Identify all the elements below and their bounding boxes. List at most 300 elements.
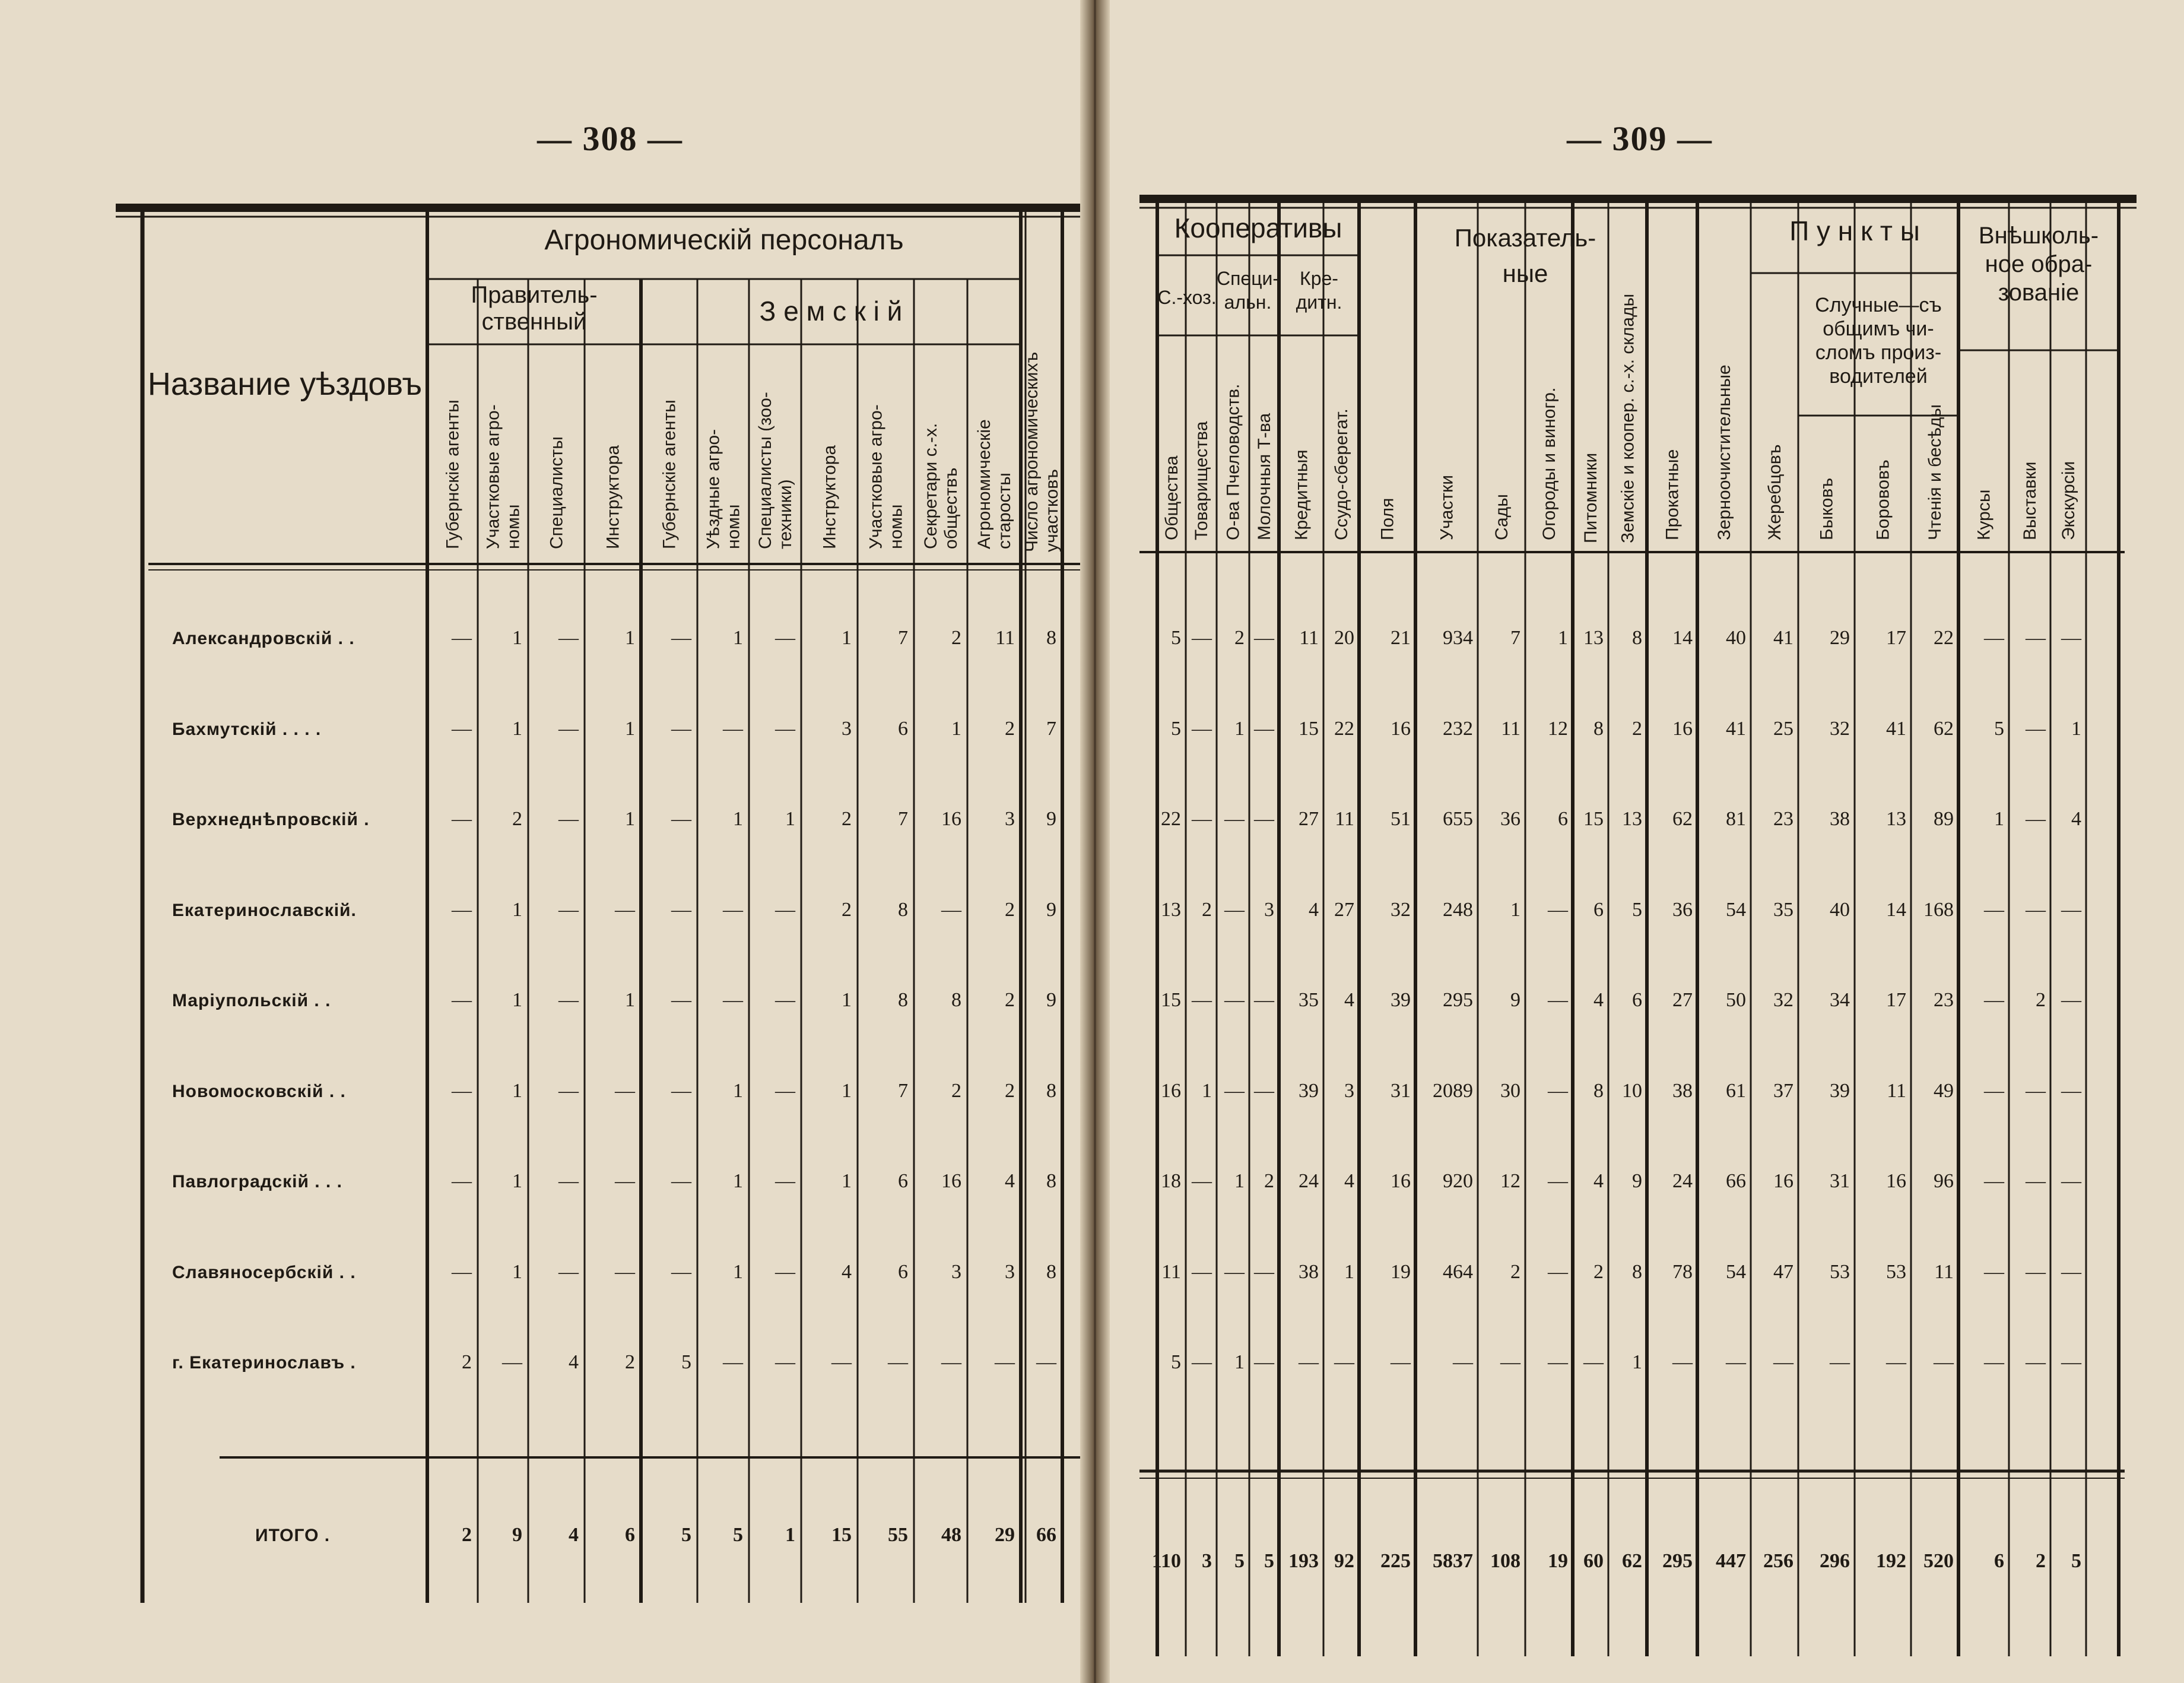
table-cell: — xyxy=(671,627,691,649)
table-cell: — xyxy=(2026,1170,2046,1192)
total-cell: 2 xyxy=(2036,1550,2046,1572)
table-cell: 2 xyxy=(1005,989,1015,1011)
table-cell: 1 xyxy=(625,808,635,830)
table-cell: — xyxy=(1254,627,1274,649)
table-cell: 2 xyxy=(462,1351,472,1373)
table-cell: — xyxy=(1984,1261,2004,1283)
table-cell: 4 xyxy=(2071,808,2081,830)
table-cell: — xyxy=(671,808,691,830)
column-header: Участковые агро- xyxy=(866,404,886,549)
column-header: Число агрономическихъ xyxy=(1022,351,1042,552)
table-cell: 11 xyxy=(1887,1080,1906,1102)
column-header: Курсы xyxy=(1974,489,1994,540)
table-cell: — xyxy=(1192,1351,1212,1373)
total-cell: 192 xyxy=(1876,1550,1906,1572)
column-header: Прокатные xyxy=(1662,449,1683,540)
table-cell: — xyxy=(2061,899,2081,921)
table-cell: — xyxy=(1299,1351,1319,1373)
table-cell: 934 xyxy=(1443,627,1473,649)
table-cell: 31 xyxy=(1391,1080,1411,1102)
row-name: Павлоградскій . . . xyxy=(172,1172,342,1191)
table-cell: 40 xyxy=(1830,899,1850,921)
table-cell: — xyxy=(1726,1351,1746,1373)
table-cell: — xyxy=(1984,1170,2004,1192)
column-header: Специалисты xyxy=(547,436,567,549)
column-header: Ссудо-сберегат. xyxy=(1332,408,1351,540)
table-cell: 96 xyxy=(1934,1170,1954,1192)
table-cell: 2 xyxy=(1005,1080,1015,1102)
table-cell: — xyxy=(888,1351,908,1373)
table-cell: 23 xyxy=(1934,989,1954,1011)
table-cell: 11 xyxy=(1161,1261,1181,1283)
column-header: Поля xyxy=(1377,497,1398,540)
total-cell: 5 xyxy=(1264,1550,1274,1572)
table-cell: 54 xyxy=(1726,1261,1746,1283)
table-cell: 8 xyxy=(1046,1261,1056,1283)
table-cell: 35 xyxy=(1773,899,1793,921)
table-cell: 1 xyxy=(1994,808,2004,830)
table-cell: — xyxy=(671,989,691,1011)
table-cell: 16 xyxy=(941,1170,961,1192)
book-gutter xyxy=(1080,0,1110,1683)
table-cell: — xyxy=(671,1261,691,1283)
table-cell: 16 xyxy=(1773,1170,1793,1192)
table-cell: 2 xyxy=(1510,1261,1520,1283)
table-cell: 1 xyxy=(1510,899,1520,921)
table-cell: — xyxy=(941,1351,961,1373)
column-header: Жеребцовъ xyxy=(1765,444,1785,540)
table-cell: 21 xyxy=(1391,627,1411,649)
left-page xyxy=(0,0,1091,1683)
column-header: участковъ xyxy=(1042,469,1062,552)
kooperativy-header: Кооперативы xyxy=(1174,213,1342,243)
table-cell: 10 xyxy=(1622,1080,1642,1102)
table-cell: — xyxy=(1192,989,1212,1011)
table-cell: 15 xyxy=(1161,989,1181,1011)
table-cell: 78 xyxy=(1672,1261,1693,1283)
table-cell: 2 xyxy=(1264,1170,1274,1192)
vneshkol-header: зованіе xyxy=(1998,280,2080,306)
table-cell: 53 xyxy=(1830,1261,1850,1283)
table-cell: — xyxy=(2026,1261,2046,1283)
table-cell: — xyxy=(452,1261,472,1283)
table-cell: 36 xyxy=(1500,808,1520,830)
page-number-left: — 308 — xyxy=(537,119,683,158)
table-cell: — xyxy=(1984,627,2004,649)
table-cell: 1 xyxy=(733,1080,743,1102)
table-cell: 1 xyxy=(625,989,635,1011)
kooperativy-subheader: С.-хоз. xyxy=(1157,287,1217,308)
table-cell: 1 xyxy=(1202,1080,1212,1102)
table-cell: 2 xyxy=(842,899,852,921)
row-name: Екатеринославскій. xyxy=(172,901,357,920)
column-header: Чтенія и бесѣды xyxy=(1925,404,1945,540)
table-cell: 1 xyxy=(512,1170,522,1192)
table-cell: — xyxy=(1984,1351,2004,1373)
punkty-header: П у н к т ы xyxy=(1789,215,1920,246)
table-cell: 4 xyxy=(569,1351,579,1373)
table-cell: 232 xyxy=(1443,718,1473,740)
table-cell: 20 xyxy=(1334,627,1354,649)
table-cell: 3 xyxy=(1005,1261,1015,1283)
table-cell: — xyxy=(2026,1351,2046,1373)
table-cell: 2 xyxy=(512,808,522,830)
table-cell: 2 xyxy=(842,808,852,830)
total-cell: 110 xyxy=(1151,1550,1181,1572)
table-cell: 8 xyxy=(1632,627,1642,649)
total-cell: 48 xyxy=(941,1524,961,1546)
column-header: старосты xyxy=(995,473,1014,549)
table-cell: 16 xyxy=(941,808,961,830)
column-header: Губернскіе агенты xyxy=(659,400,680,549)
column-header: Зерноочистительные xyxy=(1715,365,1734,540)
table-cell: 8 xyxy=(1046,1080,1056,1102)
column-header: Молочныя Т-ва xyxy=(1255,413,1274,540)
table-cell: — xyxy=(775,627,795,649)
table-cell: — xyxy=(1391,1351,1411,1373)
table-cell: — xyxy=(671,1080,691,1102)
table-cell: 32 xyxy=(1391,899,1411,921)
table-cell: 47 xyxy=(1773,1261,1793,1283)
table-cell: 16 xyxy=(1672,718,1693,740)
vneshkol-header: ное обра- xyxy=(1985,251,2093,277)
table-cell: 12 xyxy=(1500,1170,1520,1192)
total-cell: 3 xyxy=(1202,1550,1212,1572)
table-cell: 5 xyxy=(1632,899,1642,921)
table-cell: 30 xyxy=(1500,1080,1520,1102)
table-cell: 1 xyxy=(512,989,522,1011)
table-cell: — xyxy=(558,899,579,921)
column-header: номы xyxy=(886,504,906,549)
table-cell: — xyxy=(558,1170,579,1192)
table-cell: 3 xyxy=(951,1261,961,1283)
column-header: Кредитныя xyxy=(1291,449,1312,540)
table-cell: 1 xyxy=(2071,718,2081,740)
table-cell: 32 xyxy=(1830,718,1850,740)
table-cell: — xyxy=(615,1261,635,1283)
column-header: номы xyxy=(503,504,523,549)
table-cell: — xyxy=(1192,1261,1212,1283)
table-cell: 1 xyxy=(512,1080,522,1102)
table-cell: 66 xyxy=(1726,1170,1746,1192)
table-cell: 27 xyxy=(1334,899,1354,921)
table-cell: — xyxy=(2061,1080,2081,1102)
pokazatelnye-header: ные xyxy=(1502,259,1548,287)
table-cell: — xyxy=(452,989,472,1011)
total-cell: 1 xyxy=(785,1524,795,1546)
table-cell: 9 xyxy=(1046,899,1056,921)
table-cell: 1 xyxy=(733,627,743,649)
table-cell: — xyxy=(452,718,472,740)
total-cell: 55 xyxy=(888,1524,908,1546)
table-cell: 8 xyxy=(1593,718,1604,740)
table-cell: 1 xyxy=(1344,1261,1354,1283)
table-cell: 31 xyxy=(1830,1170,1850,1192)
table-cell: 16 xyxy=(1391,718,1411,740)
column-header: Огороды и виногр. xyxy=(1539,387,1559,540)
table-cell: 6 xyxy=(898,1261,908,1283)
table-cell: — xyxy=(1254,1261,1274,1283)
row-name: Александровскій . . xyxy=(172,629,355,648)
table-cell: 14 xyxy=(1672,627,1693,649)
total-cell: 5 xyxy=(681,1524,691,1546)
table-cell: 4 xyxy=(1344,1170,1354,1192)
table-cell: 41 xyxy=(1726,718,1746,740)
total-cell: 6 xyxy=(625,1524,635,1546)
right-table xyxy=(1098,0,2184,1683)
table-cell: 9 xyxy=(1046,989,1056,1011)
table-cell: — xyxy=(2061,1261,2081,1283)
table-cell: — xyxy=(2026,899,2046,921)
column-header: Специалисты (зоо- xyxy=(755,392,775,549)
table-cell: 27 xyxy=(1672,989,1693,1011)
row-label-header: Название уѣздовъ xyxy=(147,366,423,402)
table-cell: — xyxy=(1254,1080,1274,1102)
subgroup-gov: ственный xyxy=(481,309,587,335)
table-cell: 34 xyxy=(1830,989,1850,1011)
table-cell: — xyxy=(1773,1351,1793,1373)
table-cell: 1 xyxy=(1234,1170,1245,1192)
table-cell: 8 xyxy=(898,899,908,921)
kooperativy-subheader: Специ- xyxy=(1216,268,1280,289)
table-cell: 1 xyxy=(733,808,743,830)
table-cell: — xyxy=(2026,808,2046,830)
table-cell: 1 xyxy=(625,718,635,740)
table-cell: 41 xyxy=(1773,627,1793,649)
table-cell: 9 xyxy=(1046,808,1056,830)
table-cell: 51 xyxy=(1391,808,1411,830)
table-cell: — xyxy=(1548,1080,1568,1102)
table-cell: — xyxy=(723,1351,743,1373)
column-header: Инструктора xyxy=(820,445,840,549)
kooperativy-subheader: дитн. xyxy=(1296,291,1342,313)
table-cell: 920 xyxy=(1443,1170,1473,1192)
table-cell: — xyxy=(452,808,472,830)
table-cell: 7 xyxy=(1046,718,1056,740)
table-cell: — xyxy=(1254,718,1274,740)
table-cell: 89 xyxy=(1934,808,1954,830)
table-cell: 248 xyxy=(1443,899,1473,921)
table-cell: 29 xyxy=(1830,627,1850,649)
table-cell: 23 xyxy=(1773,808,1793,830)
table-cell: — xyxy=(1548,989,1568,1011)
column-header: Питомники xyxy=(1581,452,1601,543)
right-page xyxy=(1098,0,2184,1683)
table-cell: 1 xyxy=(951,718,961,740)
table-cell: — xyxy=(558,718,579,740)
table-cell: 1 xyxy=(512,1261,522,1283)
table-cell: — xyxy=(775,989,795,1011)
table-cell: 11 xyxy=(1934,1261,1954,1283)
table-cell: 13 xyxy=(1886,808,1906,830)
table-cell: 16 xyxy=(1886,1170,1906,1192)
table-cell: 62 xyxy=(1672,808,1693,830)
table-cell: — xyxy=(1224,808,1245,830)
table-cell: 11 xyxy=(995,627,1015,649)
table-cell: 2 xyxy=(625,1351,635,1373)
table-cell: 1 xyxy=(842,1080,852,1102)
total-cell: 19 xyxy=(1548,1550,1568,1572)
table-cell: — xyxy=(615,1170,635,1192)
kooperativy-subheader: Кре- xyxy=(1300,268,1338,289)
table-cell: — xyxy=(775,1080,795,1102)
total-cell: 62 xyxy=(1622,1550,1642,1572)
total-cell: 295 xyxy=(1662,1550,1693,1572)
table-cell: 8 xyxy=(1046,1170,1056,1192)
table-cell: 3 xyxy=(1344,1080,1354,1102)
column-header: Борововъ xyxy=(1873,459,1893,540)
table-cell: — xyxy=(671,1170,691,1192)
table-cell: — xyxy=(775,1261,795,1283)
table-cell: — xyxy=(723,989,743,1011)
table-cell: 38 xyxy=(1830,808,1850,830)
table-cell: 4 xyxy=(1309,899,1319,921)
table-cell: — xyxy=(671,718,691,740)
table-cell: — xyxy=(723,899,743,921)
total-cell: 15 xyxy=(831,1524,852,1546)
table-cell: 49 xyxy=(1934,1080,1954,1102)
total-cell: 193 xyxy=(1288,1550,1319,1572)
total-cell: 5 xyxy=(1234,1550,1245,1572)
table-cell: 8 xyxy=(898,989,908,1011)
table-cell: — xyxy=(2026,718,2046,740)
table-cell: — xyxy=(775,899,795,921)
column-header: Товарищества xyxy=(1192,421,1211,540)
table-cell: 40 xyxy=(1726,627,1746,649)
column-header: номы xyxy=(723,504,744,549)
row-name: Славяносербскій . . xyxy=(172,1263,356,1282)
row-name: Бахмутскій . . . . xyxy=(172,720,322,739)
table-cell: — xyxy=(1192,808,1212,830)
table-cell: — xyxy=(1984,989,2004,1011)
table-cell: 1 xyxy=(733,1261,743,1283)
table-cell: 1 xyxy=(625,627,635,649)
table-cell: — xyxy=(1036,1351,1056,1373)
table-cell: 6 xyxy=(1593,899,1604,921)
table-cell: 22 xyxy=(1334,718,1354,740)
table-cell: 25 xyxy=(1773,718,1793,740)
table-cell: — xyxy=(452,1080,472,1102)
table-cell: 11 xyxy=(1299,627,1319,649)
table-cell: 4 xyxy=(1593,989,1604,1011)
table-cell: 24 xyxy=(1299,1170,1319,1192)
table-cell: 2 xyxy=(1234,627,1245,649)
table-cell: — xyxy=(2061,1351,2081,1373)
left-table xyxy=(0,0,1091,1683)
row-name: Новомосковскій . . xyxy=(172,1082,346,1101)
table-cell: — xyxy=(1500,1351,1520,1373)
table-cell: 19 xyxy=(1391,1261,1411,1283)
table-cell: 7 xyxy=(898,627,908,649)
table-cell: 8 xyxy=(1593,1080,1604,1102)
table-cell: — xyxy=(1224,1080,1245,1102)
table-cell: 5 xyxy=(1171,627,1181,649)
table-cell: — xyxy=(1334,1351,1354,1373)
table-cell: 1 xyxy=(512,627,522,649)
table-cell: 37 xyxy=(1773,1080,1793,1102)
table-cell: — xyxy=(1224,989,1245,1011)
total-cell: 5 xyxy=(2071,1550,2081,1572)
table-cell: 7 xyxy=(898,1080,908,1102)
table-cell: 6 xyxy=(898,1170,908,1192)
table-cell: — xyxy=(775,718,795,740)
table-cell: 61 xyxy=(1726,1080,1746,1102)
table-cell: — xyxy=(1548,1351,1568,1373)
column-header: Экскурсіи xyxy=(2059,461,2078,540)
column-header: Участковые агро- xyxy=(483,404,503,549)
table-cell: 15 xyxy=(1299,718,1319,740)
table-cell: — xyxy=(558,1261,579,1283)
subgroup-gov: Правитель- xyxy=(471,282,598,308)
table-cell: 7 xyxy=(1510,627,1520,649)
column-header: Уѣздные агро- xyxy=(703,429,723,549)
table-cell: — xyxy=(2026,627,2046,649)
table-cell: 168 xyxy=(1923,899,1954,921)
table-cell: 27 xyxy=(1299,808,1319,830)
table-cell: 4 xyxy=(1593,1170,1604,1192)
table-cell: — xyxy=(1583,1351,1604,1373)
table-cell: — xyxy=(558,989,579,1011)
table-cell: 18 xyxy=(1161,1170,1181,1192)
column-header: О-ва Пчеловодств. xyxy=(1223,383,1243,540)
table-cell: 655 xyxy=(1443,808,1473,830)
table-cell: 38 xyxy=(1299,1261,1319,1283)
table-cell: — xyxy=(1934,1351,1954,1373)
table-cell: 16 xyxy=(1391,1170,1411,1192)
table-cell: 6 xyxy=(898,718,908,740)
total-cell: 6 xyxy=(1994,1550,2004,1572)
table-cell: 8 xyxy=(1046,627,1056,649)
table-cell: 2 xyxy=(2036,989,2046,1011)
table-cell: 39 xyxy=(1391,989,1411,1011)
table-cell: — xyxy=(1830,1351,1850,1373)
total-cell: 520 xyxy=(1923,1550,1954,1572)
table-cell: — xyxy=(1192,627,1212,649)
table-cell: — xyxy=(995,1351,1015,1373)
table-cell: 17 xyxy=(1886,989,1906,1011)
column-header: Участки xyxy=(1437,475,1457,540)
column-header: Выставки xyxy=(2020,461,2040,540)
total-cell: 60 xyxy=(1583,1550,1604,1572)
sluchnye-header: Случные—съ xyxy=(1815,294,1942,316)
table-cell: — xyxy=(1548,1261,1568,1283)
table-cell: 39 xyxy=(1830,1080,1850,1102)
page-number-right: — 309 — xyxy=(1567,119,1713,158)
table-cell: 11 xyxy=(1335,808,1354,830)
total-cell: 92 xyxy=(1334,1550,1354,1572)
table-cell: — xyxy=(615,899,635,921)
table-cell: 35 xyxy=(1299,989,1319,1011)
table-cell: 2 xyxy=(1005,899,1015,921)
table-cell: — xyxy=(1672,1351,1693,1373)
table-cell: 22 xyxy=(1934,627,1954,649)
table-cell: 17 xyxy=(1886,627,1906,649)
table-cell: — xyxy=(831,1351,852,1373)
column-header: обществъ xyxy=(941,467,961,549)
table-cell: — xyxy=(1254,808,1274,830)
table-cell: 9 xyxy=(1510,989,1520,1011)
table-cell: 8 xyxy=(951,989,961,1011)
table-cell: 1 xyxy=(785,808,795,830)
table-cell: 1 xyxy=(1234,718,1245,740)
table-cell: 39 xyxy=(1299,1080,1319,1102)
table-cell: 464 xyxy=(1443,1261,1473,1283)
table-cell: 8 xyxy=(1632,1261,1642,1283)
table-cell: — xyxy=(1254,1351,1274,1373)
pokazatelnye-header: Показатель- xyxy=(1454,224,1596,252)
table-cell: 11 xyxy=(1501,718,1520,740)
table-cell: 3 xyxy=(1005,808,1015,830)
